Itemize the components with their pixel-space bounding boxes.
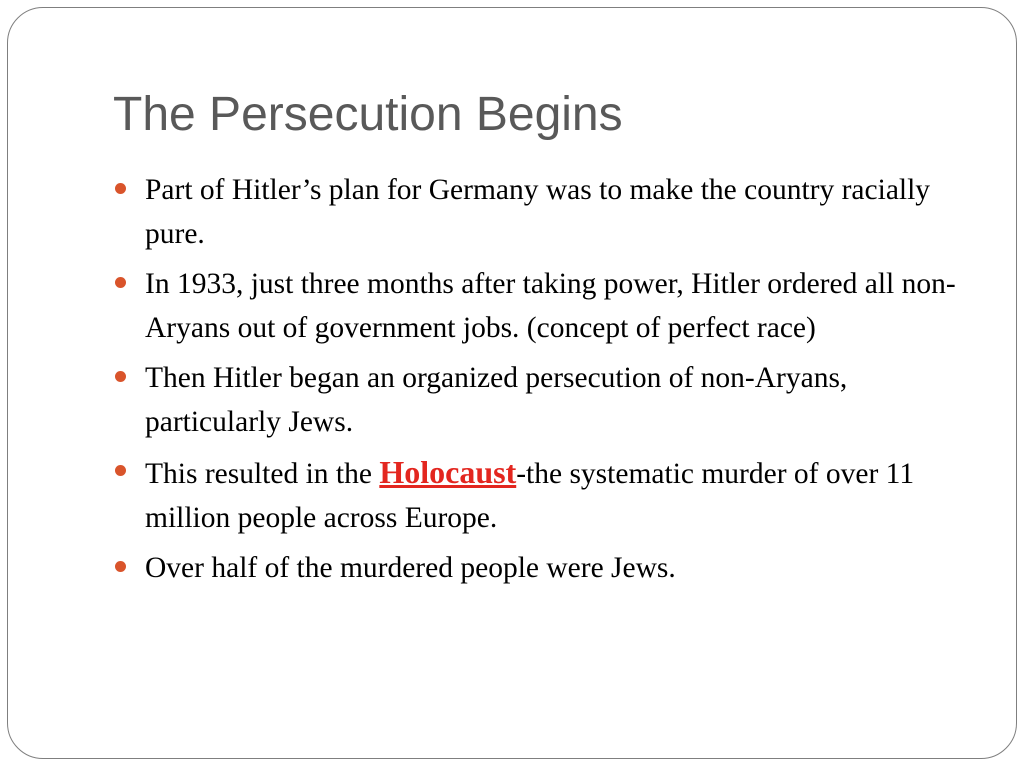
bullet-dot-icon	[115, 465, 126, 476]
bullet-dot-icon	[115, 277, 126, 288]
bullet-item	[113, 356, 973, 444]
slide-title: The Persecution Begins	[113, 88, 623, 141]
bullet-list	[113, 168, 973, 596]
holocaust-highlight: Holocaust	[379, 454, 517, 490]
bullet-item	[113, 168, 973, 256]
bullet-text: Over half of the murdered people were Jews.	[145, 552, 676, 584]
bullet-text: In 1933, just three months after taking power, Hitler ordered all non-Aryans out of government jobs. (concept of perfect race)	[145, 268, 956, 344]
bullet-item	[113, 546, 973, 590]
bullet-text-before: This resulted in the	[145, 458, 380, 490]
bullet-text: Part of Hitler’s plan for Germany was to make the country racially pure.	[145, 174, 931, 250]
bullet-text-after: -the systematic murder of over 11 million people across Europe.	[145, 458, 915, 534]
bullet-dot-icon	[115, 561, 126, 572]
bullet-item	[113, 262, 973, 350]
bullet-dot-icon	[115, 371, 126, 382]
bullet-item	[113, 450, 973, 540]
bullet-text: Then Hitler began an organized persecution of non-Aryans, particularly Jews.	[145, 362, 848, 438]
bullet-dot-icon	[115, 183, 126, 194]
